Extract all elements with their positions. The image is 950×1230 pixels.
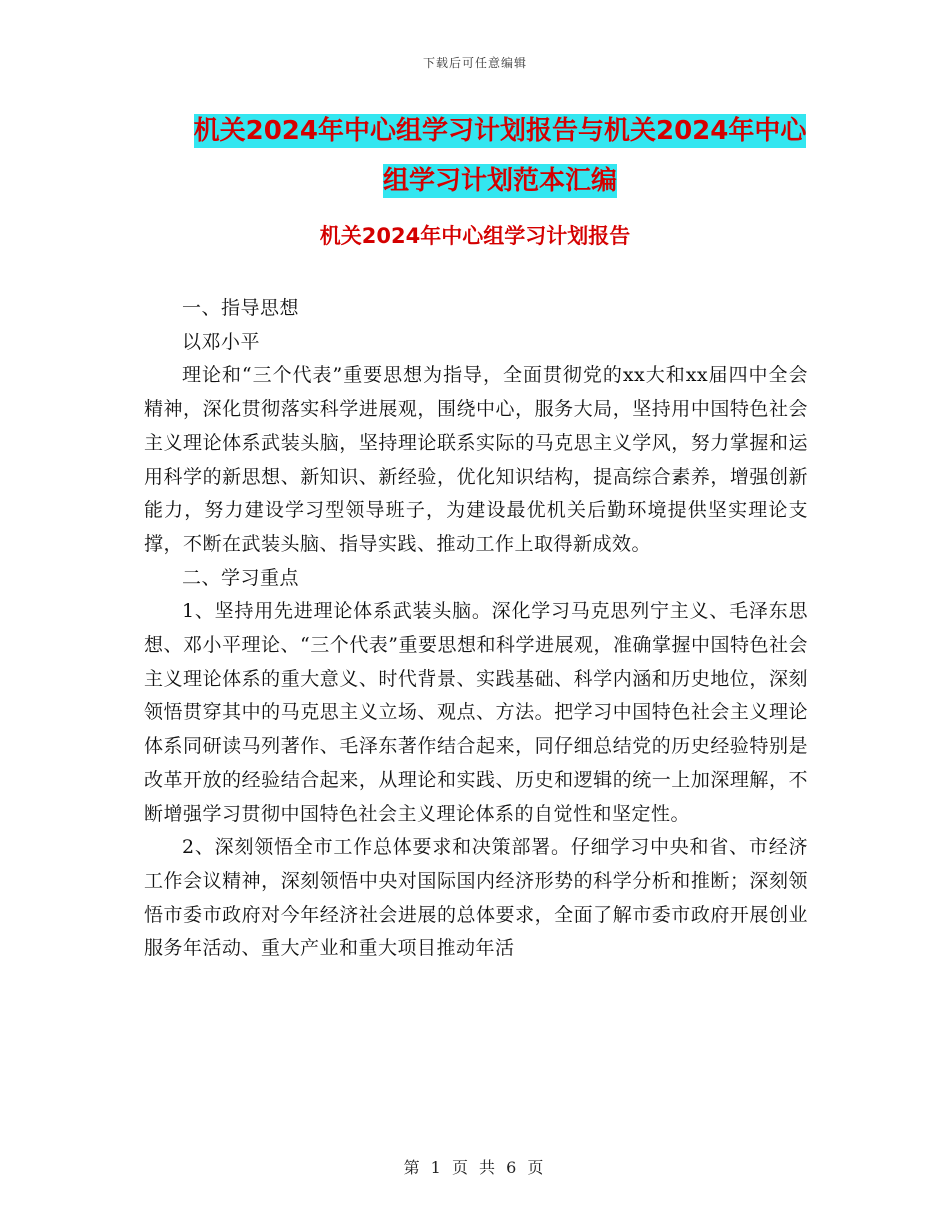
main-title xyxy=(140,106,860,206)
main-title-line-2: 组学习计划范本汇编 xyxy=(382,166,617,196)
section-title: 机关2024年中心组学习计划报告 xyxy=(319,224,631,248)
paragraph: 1、坚持用先进理论体系武装头脑。深化学习马克思列宁主义、毛泽东思想、邓小平理论、“三个代表”重要思想和科学进展观，准确掌握中国特色社会主义理论体系的重大意义、时代背景、实践基础、科学内涵和历史地位，深刻领悟贯穿其中的马克思主义立场、观点、方法。把学习中国特色社会主义理论体系同研读马列著作、毛泽东著作结合起来，同仔细总结党的历史经验特别是改革开放的经验结合起来，从理论和实践、历史和逻辑的统一上加深理解，不断增强学习贯彻中国特色社会主义理论体系的自觉性和坚定性。 xyxy=(144,600,808,825)
page-number-footer: 第 1 页 共 6 页 xyxy=(403,1158,547,1177)
paragraph: 2、深刻领悟全市工作总体要求和决策部署。仔细学习中央和省、市经济工作会议精神，深刻领悟中央对国际国内经济形势的科学分析和推断；深刻领悟市委市政府对今年经济社会进展的总体要求，全面了解市委市政府开展创业服务年活动、重大产业和重大项目推动年活 xyxy=(144,836,808,960)
paragraph: 理论和“三个代表”重要思想为指导，全面贯彻党的xx大和xx届四中全会精神，深化贯彻落实科学进展观，围绕中心，服务大局，坚持用中国特色社会主义理论体系武装头脑，坚持理论联系实际的马克思主义学风，努力掌握和运用科学的新思想、新知识、新经验，优化知识结构，提高综合素养，增强创新能力，努力建设学习型领导班子，为建设最优机关后勤环境提供坚实理论支撑，不断在武装头脑、指导实践、推动工作上取得新成效。 xyxy=(144,364,808,555)
header-note: 下载后可任意编辑 xyxy=(422,56,527,70)
main-title-line-1: 机关2024年中心组学习计划报告与机关2024年中心 xyxy=(193,116,807,146)
heading-guiding-thought: 一、指导思想 xyxy=(182,297,300,319)
body-text xyxy=(144,292,808,966)
paragraph: 以邓小平 xyxy=(182,330,261,353)
heading-study-focus: 二、学习重点 xyxy=(182,566,300,589)
